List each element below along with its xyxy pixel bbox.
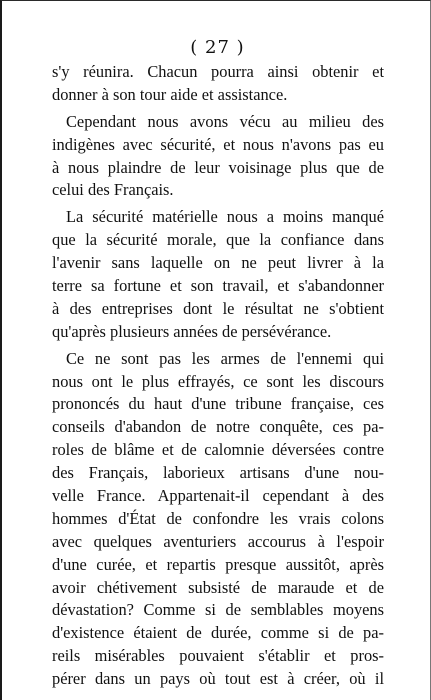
text-line: La sécurité matérielle nous a moins manqué [66,207,384,227]
paragraph [52,206,384,343]
text-line: avoir chétivement subsisté de maraude et de [52,577,384,597]
text-line: reils misérables pouvaient s'établir et pros- [52,646,384,666]
text-line: velle France. Appartenait-il cependant à des [52,486,384,506]
paragraph [52,348,384,691]
text-line: s'y réunira. Chacun pourra ainsi obtenir et [52,62,384,81]
text-line: terre sa fortune et son travail, et s'abandonner [52,276,384,296]
text-line: des Français, laborieux artisans d'une nou- [52,463,384,483]
text-line: avec quelques aventuriers accourus à l'espoir [52,531,384,551]
text-line: à des entreprises dont le résultat ne s'obtient [52,298,384,318]
text-line: indigènes avec sécurité, et nous n'avons pas eu [52,134,384,154]
text-line: Cependant nous avons vécu au milieu des [66,111,384,131]
text-line: l'avenir sans laquelle on ne peut livrer à la [52,253,384,273]
text-line: celui des Français. [52,180,174,200]
text-line: prononcés du haut d'une tribune française, ces [52,394,384,414]
text-line: donner à son tour aide et assistance. [52,84,288,104]
paragraph [52,61,384,107]
body-text [52,61,384,691]
text-line: conseils d'abandon de notre conquête, ces pa- [52,417,384,437]
text-line: qu'après plusieurs années de persévérance. [52,321,332,341]
text-line: hommes d'État de confondre les vrais colons [52,508,384,528]
text-line: à nous plaindre de leur voisinage plus que de [52,157,384,177]
text-line: nous ont le plus effrayés, ce sont les discours [52,371,384,391]
paragraph [52,111,384,203]
text-line: Ce ne sont pas les armes de l'ennemi qui [66,348,384,368]
text-line: d'existence étaient de durée, comme si de pa- [52,623,384,643]
text-line: que la sécurité morale, que la confiance dans [52,230,384,250]
text-line: roles de blâme et de calomnie déversées contre [52,440,384,460]
page-number: ( 27 ) [190,37,245,58]
text-line: pérer dans un pays où tout est à créer, où il [52,669,384,689]
text-line: d'une curée, et repartis presque aussitôt, après [52,554,384,574]
text-line: dévastation? Comme si de semblables moyens [52,600,384,620]
